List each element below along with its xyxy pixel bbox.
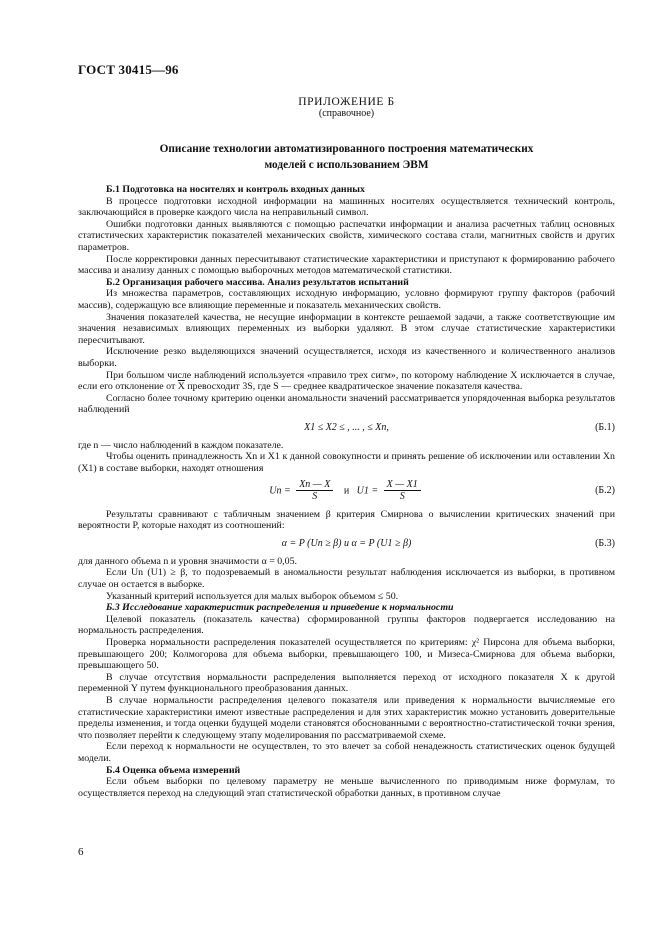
section-b2-title: Б.2 Организация рабочего массива. Анализ результатов испытаний xyxy=(106,276,409,288)
paragraph: Если объем выборки по целевому параметру не меньше вычисленного по приводимым ниже формулам, то осуществляется переход на следующий этап статистической обработки данных, в противном случае xyxy=(78,776,615,799)
un-denominator: S xyxy=(312,491,318,503)
formula-b3-number: (Б.3) xyxy=(595,537,615,549)
appendix-title: ПРИЛОЖЕНИЕ Б xyxy=(298,96,395,108)
un-lhs: Un = xyxy=(269,485,291,497)
paragraph: Исключение резко выделяющихся значений осуществляется, исходя из качественного и количественного анализов выборки. xyxy=(78,346,615,369)
paragraph: где n — число наблюдений в каждом показателе. xyxy=(78,439,284,451)
paragraph: В процессе подготовки исходной информации на машинных носителях осуществляется технический контроль, заключающийся в проверке каждого числа на неправильный символ. xyxy=(78,195,615,219)
paragraph: После корректировки данных пересчитывают статистические характеристики и приступают к формированию рабочего массива и анализу данных с помощью выборочных методов математической статистики. xyxy=(78,253,615,277)
appendix-heading-line1: Описание технологии автоматизированного построения математических xyxy=(159,143,534,155)
formula-b2-expression xyxy=(78,479,615,503)
section-b3-title: Б.3 Исследование характеристик распределения и приведение к нормальности xyxy=(106,602,454,614)
appendix-heading xyxy=(78,142,615,173)
paragraph: Результаты сравнивают с табличным значением β критерия Смирнова о вычислении критических значений при вероятности P, которые находят из соотношений: xyxy=(78,508,615,532)
conjunction-and: и xyxy=(343,485,350,497)
u1-numerator: X — X1 xyxy=(384,479,421,492)
text-run: превосходит 3S, где S — среднее квадратическое значение показателя качества. xyxy=(187,381,523,393)
paragraph-three-sigma xyxy=(78,370,615,393)
page-number: 6 xyxy=(78,846,84,858)
paragraph: Значения показателей качества, не несущие информации в контексте решаемой задачи, а также соответствующие им значения независимых влияющих переменных из выборки удаляют. В этом случае статистические характеристики пересчитывают. xyxy=(78,311,615,346)
paragraph: Ошибки подготовки данных выявляются с помощью распечатки информации и анализа расчетных таблиц основных статистических характеристик показателей механических свойств, химического состава стали, магнитных свойств и других параметров. xyxy=(78,218,615,253)
document-body xyxy=(78,184,615,799)
text-run: При большом числе наблюдений используется «правило трех сигм», по которому наблюдение X исключается в случае, если его отклонение от xyxy=(78,369,615,393)
formula-b1 xyxy=(78,416,615,440)
paragraph: В случае отсутствия нормальности распределения выполняется переход от исходного показателя X к другой переменной Y путем функционального преобразования данных. xyxy=(78,671,615,695)
paragraph: Чтобы оценить принадлежность Xn и X1 к данной совокупности и принять решение об исключении или оставлении Xn (X1) в составе выборки, находят отношения xyxy=(78,451,615,475)
formula-b1-number: (Б.1) xyxy=(595,421,615,433)
un-numerator: Xn — X xyxy=(296,479,333,492)
x-bar-symbol: $\overline{X}$ xyxy=(177,381,185,393)
un-fraction xyxy=(296,479,333,503)
paragraph: Проверка нормальности распределения показателей осуществляется по критериям: χ² Пирсона для объема выборки, превышающего 200; Колмогорова для объема выборки, превышающего 100, и Мизеса-Смирнова для объема выборки, превышающего 50. xyxy=(78,637,615,672)
paragraph: Если переход к нормальности не осуществлен, то это влечет за собой ненадежность статистических оценок будущей модели. xyxy=(78,741,615,764)
section-b1-title: Б.1 Подготовка на носителях и контроль входных данных xyxy=(106,184,365,195)
formula-b3-expression: α = P (Un ≥ β) и α = P (U1 ≥ β) xyxy=(281,537,412,549)
u1-denominator: S xyxy=(399,491,405,503)
formula-b2 xyxy=(78,475,615,509)
paragraph: Если Un (U1) ≥ β, то подозреваемый в аномальности результат наблюдения исключается из выборки, в противном случае он остается в выборке. xyxy=(78,567,615,591)
paragraph: Согласно более точному критерию оценки аномальности значений рассматривается упорядоченная выборка результатов наблюдений xyxy=(78,392,615,416)
appendix-subtitle: (справочное) xyxy=(318,108,375,119)
doc-code-header: ГОСТ 30415—96 xyxy=(78,62,179,77)
u1-fraction xyxy=(384,479,421,503)
paragraph: В случае нормальности распределения целевого показателя или приведения к нормальности вычисляемые его статистические характеристики имеют известные распределения и для этих характеристик можно установить доверительные пределы изменения, и тогда оценки будущей модели становятся обоснованными с вероятностно-статистической точки зрения, что позволяет перейти к следующему этапу моделирования по рассматриваемой схеме. xyxy=(78,694,615,741)
paragraph: Из множества параметров, составляющих исходную информацию, условно формируют группу факторов (рабочий массив), содержащую все влияющие переменные и показатель механических свойств. xyxy=(78,288,615,311)
paragraph: для данного объема n и уровня значимости α = 0,05. xyxy=(78,555,297,567)
u1-lhs: U1 = xyxy=(356,485,379,497)
formula-b1-expression: X1 ≤ X2 ≤ , ... , ≤ Xn, xyxy=(304,421,389,433)
section-b4-title: Б.4 Оценка объема измерений xyxy=(106,764,241,776)
formula-b3 xyxy=(78,532,615,556)
paragraph: Указанный критерий используется для малых выборок объемом ≤ 50. xyxy=(106,590,399,602)
paragraph: Целевой показатель (показатель качества) сформированной группы факторов подвергается исследованию на нормальность распределения. xyxy=(78,613,615,637)
appendix-heading-line2: моделей с использованием ЭВМ xyxy=(264,158,429,171)
formula-b2-number: (Б.2) xyxy=(595,484,615,496)
